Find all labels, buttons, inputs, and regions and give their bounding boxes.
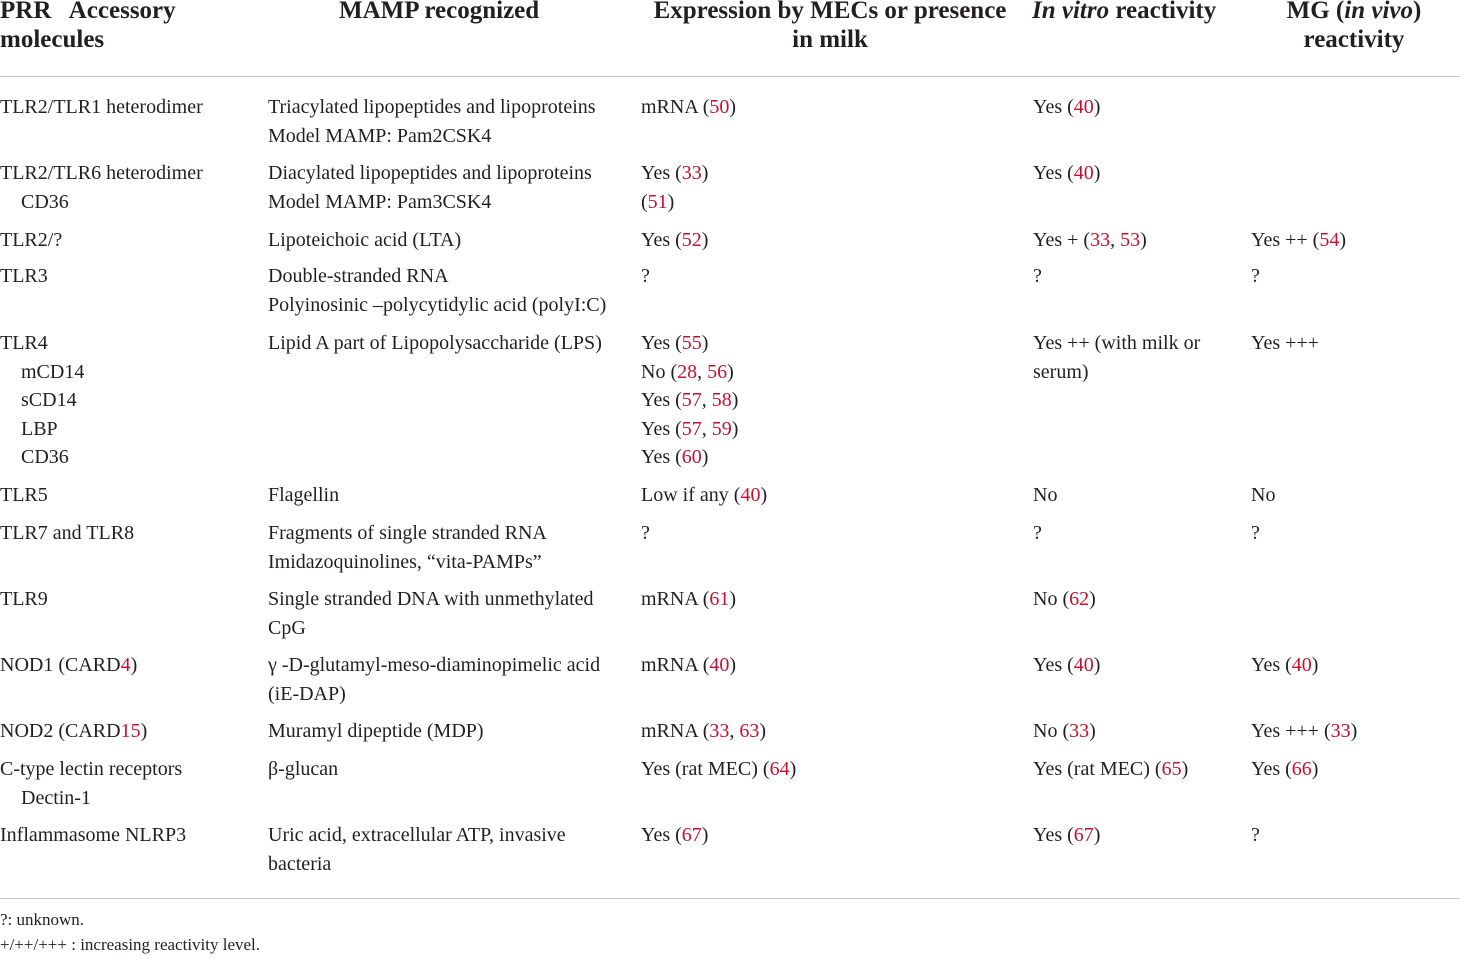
cell-line: Yes ++ (with milk or (1033, 332, 1201, 354)
cell-line: γ -D-glutamyl-meso-diaminopimelic acid (268, 654, 601, 676)
cell-line: TLR9 (0, 588, 48, 610)
cell-line: Yes (57, 59) (641, 417, 739, 440)
reference-link[interactable]: 40 (1073, 162, 1094, 184)
reference-link[interactable]: 66 (1291, 758, 1312, 780)
cell-line: serum) (1033, 360, 1089, 383)
reference-link[interactable]: 33 (1069, 720, 1090, 742)
cell-line: Fragments of single stranded RNA (268, 522, 547, 544)
expression-cell (641, 717, 766, 746)
reference-link[interactable]: 55 (681, 332, 702, 354)
cell-line: Flagellin (268, 484, 340, 506)
cell-line: Triacylated lipopeptides and lipoproteins (268, 96, 596, 118)
mamp-cell (268, 585, 594, 642)
footnote-reactivity-level: +/++/+++ : increasing reactivity level. (0, 935, 261, 954)
expression-cell (641, 481, 767, 510)
expression-cell (641, 651, 736, 680)
expression-cell (641, 93, 736, 122)
reference-link[interactable]: 33 (1090, 229, 1111, 251)
mamp-cell (268, 755, 338, 784)
expression-cell (641, 585, 736, 614)
prr-cell (0, 717, 147, 746)
in-vitro-cell (1033, 717, 1096, 746)
in-vitro-cell (1033, 651, 1100, 680)
cell-line: Lipid A part of Lipopolysaccharide (LPS) (268, 332, 602, 354)
cell-line: mRNA (40) (641, 654, 737, 676)
cell-line: Yes +++ (1251, 332, 1319, 354)
cell-line: TLR2/TLR6 heterodimer (0, 162, 203, 184)
cell-line: mRNA (61) (641, 588, 737, 610)
expression-cell (641, 329, 738, 472)
prr-cell (0, 159, 203, 216)
cell-line: Single stranded DNA with unmethylated (268, 588, 594, 610)
reference-link[interactable]: 67 (1073, 824, 1094, 846)
cell-line: No (62) (1033, 588, 1096, 610)
mamp-cell (268, 481, 339, 510)
prr-cell (0, 651, 137, 680)
mamp-cell (268, 226, 461, 255)
reference-link[interactable]: 57 (681, 389, 702, 411)
prr-cell (0, 226, 62, 255)
reference-link[interactable]: 4 (120, 654, 131, 676)
cell-line: ? (1033, 522, 1042, 544)
cell-line: Yes (rat MEC) (64) (641, 758, 797, 780)
cell-line: ? (1251, 522, 1260, 544)
in-vitro-cell (1033, 329, 1200, 386)
cell-line: Yes (40) (1033, 96, 1101, 118)
cell-line: C-type lectin receptors (0, 758, 183, 780)
reference-link[interactable]: 33 (709, 720, 730, 742)
reference-link[interactable]: 56 (707, 360, 728, 383)
expression-cell (641, 159, 708, 216)
expression-cell (641, 262, 650, 291)
cell-line: Double-stranded RNA (268, 265, 449, 287)
cell-line: Model MAMP: Pam2CSK4 (268, 124, 492, 147)
expression-cell (641, 226, 708, 255)
header-mamp: MAMP recognized (339, 0, 540, 24)
in-vitro-cell (1033, 519, 1042, 548)
cell-line: Yes (40) (1033, 654, 1101, 676)
expression-cell (641, 755, 796, 784)
reference-link[interactable]: 40 (1073, 96, 1094, 118)
reference-link[interactable]: 62 (1069, 588, 1090, 610)
reference-link[interactable]: 40 (1291, 654, 1312, 676)
cell-line: No (28, 56) (641, 360, 734, 383)
prr-cell (0, 329, 84, 472)
cell-line: mRNA (33, 63) (641, 720, 767, 742)
mamp-cell (268, 159, 592, 216)
mamp-cell (268, 651, 600, 708)
in-vitro-cell (1033, 755, 1188, 784)
mamp-cell (268, 821, 566, 878)
cell-line: Low if any (40) (641, 484, 768, 506)
reference-link[interactable]: 59 (711, 417, 732, 440)
reference-link[interactable]: 33 (1330, 720, 1351, 742)
cell-line: ? (1251, 265, 1260, 287)
cell-line: Yes (66) (1251, 758, 1319, 780)
cell-line: ? (1033, 265, 1042, 287)
cell-line: bacteria (268, 852, 332, 875)
cell-line: CpG (268, 616, 306, 639)
cell-line: Yes (40) (1251, 654, 1319, 676)
mg-cell (1251, 717, 1357, 746)
footer-rule (0, 898, 1460, 899)
cell-line: Yes (67) (1033, 824, 1101, 846)
mamp-cell (268, 93, 596, 150)
header-expression: Expression by MECs or presence in milk (653, 0, 1007, 53)
cell-line: TLR7 and TLR8 (0, 522, 135, 544)
cell-line: mCD14 (21, 360, 85, 383)
reference-link[interactable]: 40 (740, 484, 761, 506)
in-vitro-cell (1033, 159, 1100, 188)
footnote-unknown: ?: unknown. (0, 910, 85, 929)
cell-line: Yes (40) (1033, 162, 1101, 184)
in-vitro-cell (1033, 821, 1100, 850)
reference-link[interactable]: 60 (681, 446, 702, 468)
cell-line: (51) (641, 190, 675, 213)
reference-link[interactable]: 33 (681, 162, 702, 184)
in-vitro-cell (1033, 226, 1147, 255)
cell-line: TLR2/TLR1 heterodimer (0, 96, 203, 118)
cell-line: CD36 (21, 190, 69, 213)
reference-link[interactable]: 51 (647, 190, 668, 213)
in-vitro-cell (1033, 93, 1100, 122)
cell-line: LBP (21, 417, 58, 440)
header-rule (0, 76, 1460, 77)
cell-line: Polyinosinic –polycytidylic acid (polyI:C) (268, 293, 607, 316)
prr-cell (0, 821, 186, 850)
cell-line: NOD2 (CARD15) (0, 720, 148, 742)
cell-line: Yes + (33, 53) (1033, 229, 1147, 251)
cell-line: TLR5 (0, 484, 48, 506)
reference-link[interactable]: 53 (1120, 229, 1141, 251)
mg-cell (1251, 821, 1260, 850)
cell-line: CD36 (21, 446, 69, 468)
mamp-cell (268, 519, 547, 576)
reference-link[interactable]: 57 (681, 417, 702, 440)
cell-line: β-glucan (268, 758, 339, 780)
prr-cell (0, 755, 182, 812)
reference-link[interactable]: 54 (1319, 229, 1340, 251)
reference-link[interactable]: 63 (739, 720, 760, 742)
cell-line: mRNA (50) (641, 96, 737, 118)
mamp-cell (268, 717, 484, 746)
mg-cell (1251, 651, 1318, 680)
in-vitro-cell (1033, 262, 1042, 291)
prr-cell (0, 262, 48, 291)
cell-line: Lipoteichoic acid (LTA) (268, 229, 462, 251)
prr-cell (0, 585, 48, 614)
reference-link[interactable]: 40 (1073, 654, 1094, 676)
cell-line: Muramyl dipeptide (MDP) (268, 720, 484, 742)
reference-link[interactable]: 64 (769, 758, 790, 780)
cell-line: ? (641, 522, 650, 544)
cell-line: No (1033, 484, 1058, 506)
cell-line: Uric acid, extracellular ATP, invasive (268, 824, 566, 846)
cell-line: NOD1 (CARD4) (0, 654, 138, 676)
cell-line: Model MAMP: Pam3CSK4 (268, 190, 492, 213)
reference-link[interactable]: 67 (681, 824, 702, 846)
cell-line: sCD14 (21, 389, 77, 411)
prr-cell (0, 481, 48, 510)
cell-line: No (1251, 484, 1276, 506)
expression-cell (641, 519, 650, 548)
reference-link[interactable]: 61 (709, 588, 730, 610)
expression-cell (641, 821, 708, 850)
cell-line: Dectin-1 (21, 786, 91, 809)
mg-cell (1251, 262, 1260, 291)
cell-line: TLR2/? (0, 229, 63, 251)
cell-line: Yes (52) (641, 229, 709, 251)
cell-line: ? (641, 265, 650, 287)
reference-link[interactable]: 28 (677, 360, 698, 383)
mamp-cell (268, 329, 602, 358)
cell-line: Imidazoquinolines, “vita-PAMPs” (268, 550, 542, 573)
reference-link[interactable]: 52 (681, 229, 702, 251)
prr-cell (0, 519, 134, 548)
cell-line: Yes +++ (33) (1251, 720, 1358, 742)
mg-cell (1251, 226, 1346, 255)
cell-line: Yes ++ (54) (1251, 229, 1347, 251)
reference-link[interactable]: 58 (711, 389, 732, 411)
reference-link[interactable]: 40 (709, 654, 730, 676)
cell-line: TLR4 (0, 332, 48, 354)
cell-line: Diacylated lipopeptides and lipoproteins (268, 162, 592, 184)
reference-link[interactable]: 65 (1161, 758, 1182, 780)
cell-line: Yes (67) (641, 824, 709, 846)
header-prr: PRR Accessory molecules (0, 0, 176, 53)
reference-link[interactable]: 15 (120, 720, 141, 742)
cell-line: Yes (55) (641, 332, 709, 354)
mamp-cell (268, 262, 606, 319)
header-in-vitro: In vitro reactivity (1032, 0, 1217, 24)
cell-line: Yes (57, 58) (641, 389, 739, 411)
mg-cell (1251, 481, 1275, 510)
mg-cell (1251, 755, 1318, 784)
prr-cell (0, 93, 203, 122)
cell-line: Yes (rat MEC) (65) (1033, 758, 1189, 780)
cell-line: (iE-DAP) (268, 682, 346, 705)
cell-line: TLR3 (0, 265, 48, 287)
reference-link[interactable]: 50 (709, 96, 730, 118)
cell-line: No (33) (1033, 720, 1096, 742)
in-vitro-cell (1033, 585, 1096, 614)
cell-line: Yes (60) (641, 446, 709, 468)
header-mg-in-vivo: MG (in vivo) reactivity (1286, 0, 1422, 53)
cell-line: Yes (33) (641, 162, 709, 184)
mg-cell (1251, 329, 1319, 358)
cell-line: Inflammasome NLRP3 (0, 824, 187, 846)
cell-line: ? (1251, 824, 1260, 846)
mg-cell (1251, 519, 1260, 548)
in-vitro-cell (1033, 481, 1057, 510)
